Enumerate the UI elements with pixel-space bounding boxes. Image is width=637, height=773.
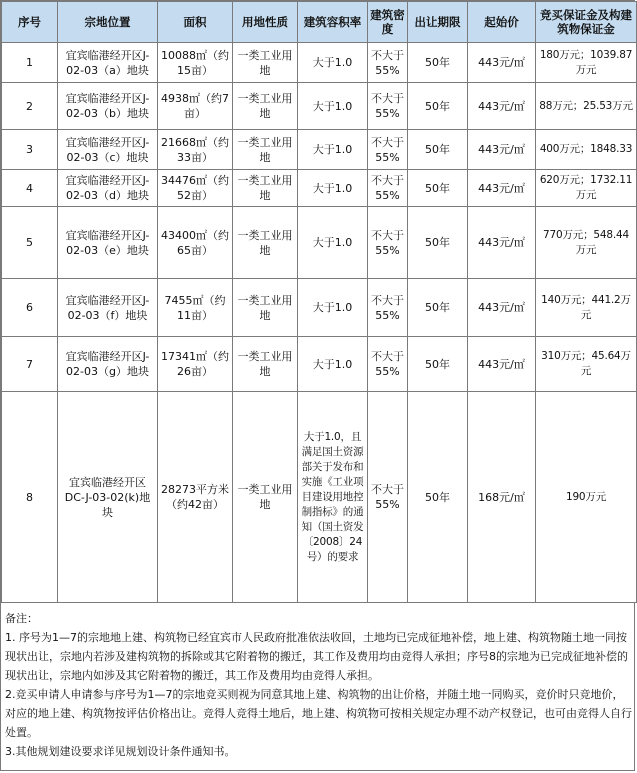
header-landuse: 用地性质 <box>233 2 298 43</box>
cell-density: 不大于55% <box>368 337 408 392</box>
table-row <box>2 392 637 603</box>
cell-parcel: 宜宾临港经开区J-02-03（c）地块 <box>58 130 158 170</box>
header-area: 面积 <box>158 2 233 43</box>
table-row <box>2 43 637 83</box>
cell-term: 50年 <box>408 43 468 83</box>
cell-far: 大于1.0 <box>298 170 368 207</box>
cell-deposit: 88万元；25.53万元 <box>536 83 637 130</box>
cell-parcel: 宜宾临港经开区DC-J-03-02(k)地块 <box>58 392 158 603</box>
cell-density: 不大于55% <box>368 170 408 207</box>
cell-landuse: 一类工业用地 <box>233 170 298 207</box>
note-item-3: 3.其他规划建设要求详见规划设计条件通知书。 <box>5 745 236 758</box>
cell-term: 50年 <box>408 279 468 337</box>
cell-landuse: 一类工业用地 <box>233 207 298 279</box>
cell-far: 大于1.0 <box>298 207 368 279</box>
cell-price: 443元/㎡ <box>468 83 536 130</box>
cell-far: 大于1.0 <box>298 130 368 170</box>
table-row <box>2 279 637 337</box>
cell-density: 不大于55% <box>368 83 408 130</box>
notes-title: 备注： <box>5 612 38 625</box>
header-term: 出让期限 <box>408 2 468 43</box>
cell-term: 50年 <box>408 170 468 207</box>
table-row <box>2 337 637 392</box>
cell-landuse: 一类工业用地 <box>233 130 298 170</box>
cell-parcel: 宜宾临港经开区J-02-03（e）地块 <box>58 207 158 279</box>
cell-seq: 8 <box>2 392 58 603</box>
cell-deposit: 620万元；1732.11万元 <box>536 170 637 207</box>
cell-area: 10088㎡（约15亩） <box>158 43 233 83</box>
cell-landuse: 一类工业用地 <box>233 83 298 130</box>
note-item-1: 1. 序号为1—7的宗地地上建、构筑物已经宜宾市人民政府批准依法收回，土地均已完成征地补偿，地上建、构筑物随土地一同按现状出让，宗地内若涉及建构筑物的拆除或其它附着物的搬迁，其工作及费用均由竞得人承担；序号8的宗地为已完成征地补偿的现状出让，宗地内如涉及其它附着物的搬迁，其工作及费用均由竞得人承担。 <box>5 631 628 682</box>
cell-price: 443元/㎡ <box>468 43 536 83</box>
cell-density: 不大于55% <box>368 130 408 170</box>
cell-landuse: 一类工业用地 <box>233 43 298 83</box>
cell-term: 50年 <box>408 337 468 392</box>
cell-density: 不大于55% <box>368 279 408 337</box>
header-price: 起始价 <box>468 2 536 43</box>
table-header-row <box>2 2 637 43</box>
cell-far: 大于1.0 <box>298 43 368 83</box>
cell-deposit: 400万元；1848.33 <box>536 130 637 170</box>
cell-seq: 3 <box>2 130 58 170</box>
land-parcel-table <box>1 1 637 603</box>
cell-area: 17341㎡（约26亩） <box>158 337 233 392</box>
cell-far: 大于1.0 <box>298 337 368 392</box>
cell-density: 不大于55% <box>368 207 408 279</box>
header-far: 建筑容积率 <box>298 2 368 43</box>
cell-price: 443元/㎡ <box>468 170 536 207</box>
table-row <box>2 83 637 130</box>
cell-price: 168元/㎡ <box>468 392 536 603</box>
cell-area: 4938㎡（约7亩） <box>158 83 233 130</box>
cell-area: 43400㎡（约65亩） <box>158 207 233 279</box>
cell-seq: 2 <box>2 83 58 130</box>
cell-area: 34476㎡（约52亩） <box>158 170 233 207</box>
cell-price: 443元/㎡ <box>468 130 536 170</box>
cell-price: 443元/㎡ <box>468 279 536 337</box>
cell-term: 50年 <box>408 207 468 279</box>
table-row <box>2 130 637 170</box>
cell-term: 50年 <box>408 392 468 603</box>
cell-deposit: 140万元；441.2万元 <box>536 279 637 337</box>
header-seq: 序号 <box>2 2 58 43</box>
cell-price: 443元/㎡ <box>468 207 536 279</box>
cell-deposit: 190万元 <box>536 392 637 603</box>
note-item-2: 2.竞买申请人申请参与序号为1—7的宗地竞买则视为同意其地上建、构筑物的出让价格，并随土地一同购买，竞价时只竞地价，对应的地上建、构筑物按评估价格出让。竞得人竞得土地后，地上建、构筑物可按相关规定办理不动产权登记，也可由竞得人自行处置。 <box>5 688 632 739</box>
cell-area: 7455㎡（约11亩） <box>158 279 233 337</box>
cell-parcel: 宜宾临港经开区J-02-03（b）地块 <box>58 83 158 130</box>
cell-landuse: 一类工业用地 <box>233 279 298 337</box>
cell-far: 大于1.0 <box>298 279 368 337</box>
header-deposit: 竞买保证金及构建筑物保证金 <box>536 2 637 43</box>
cell-far: 大于1.0，且满足国土资源部关于发布和实施《工业项目建设用地控制指标》的通知（国土资发〔2008〕24号）的要求 <box>298 392 368 603</box>
cell-parcel: 宜宾临港经开区J-02-03（a）地块 <box>58 43 158 83</box>
table-row <box>2 207 637 279</box>
cell-deposit: 180万元；1039.87万元 <box>536 43 637 83</box>
cell-term: 50年 <box>408 83 468 130</box>
header-density: 建筑密度 <box>368 2 408 43</box>
cell-seq: 4 <box>2 170 58 207</box>
cell-term: 50年 <box>408 130 468 170</box>
cell-landuse: 一类工业用地 <box>233 337 298 392</box>
cell-deposit: 310万元；45.64万元 <box>536 337 637 392</box>
cell-area: 21668㎡（约33亩） <box>158 130 233 170</box>
table-row <box>2 170 637 207</box>
cell-price: 443元/㎡ <box>468 337 536 392</box>
cell-seq: 7 <box>2 337 58 392</box>
cell-area: 28273平方米（约42亩） <box>158 392 233 603</box>
cell-landuse: 一类工业用地 <box>233 392 298 603</box>
cell-parcel: 宜宾临港经开区J-02-03（d）地块 <box>58 170 158 207</box>
cell-seq: 6 <box>2 279 58 337</box>
header-parcel: 宗地位置 <box>58 2 158 43</box>
cell-parcel: 宜宾临港经开区J-02-03（g）地块 <box>58 337 158 392</box>
cell-far: 大于1.0 <box>298 83 368 130</box>
cell-density: 不大于55% <box>368 392 408 603</box>
cell-seq: 1 <box>2 43 58 83</box>
cell-parcel: 宜宾临港经开区J-02-03（f）地块 <box>58 279 158 337</box>
notes-section <box>1 601 636 772</box>
cell-seq: 5 <box>2 207 58 279</box>
cell-density: 不大于55% <box>368 43 408 83</box>
cell-deposit: 770万元；548.44万元 <box>536 207 637 279</box>
